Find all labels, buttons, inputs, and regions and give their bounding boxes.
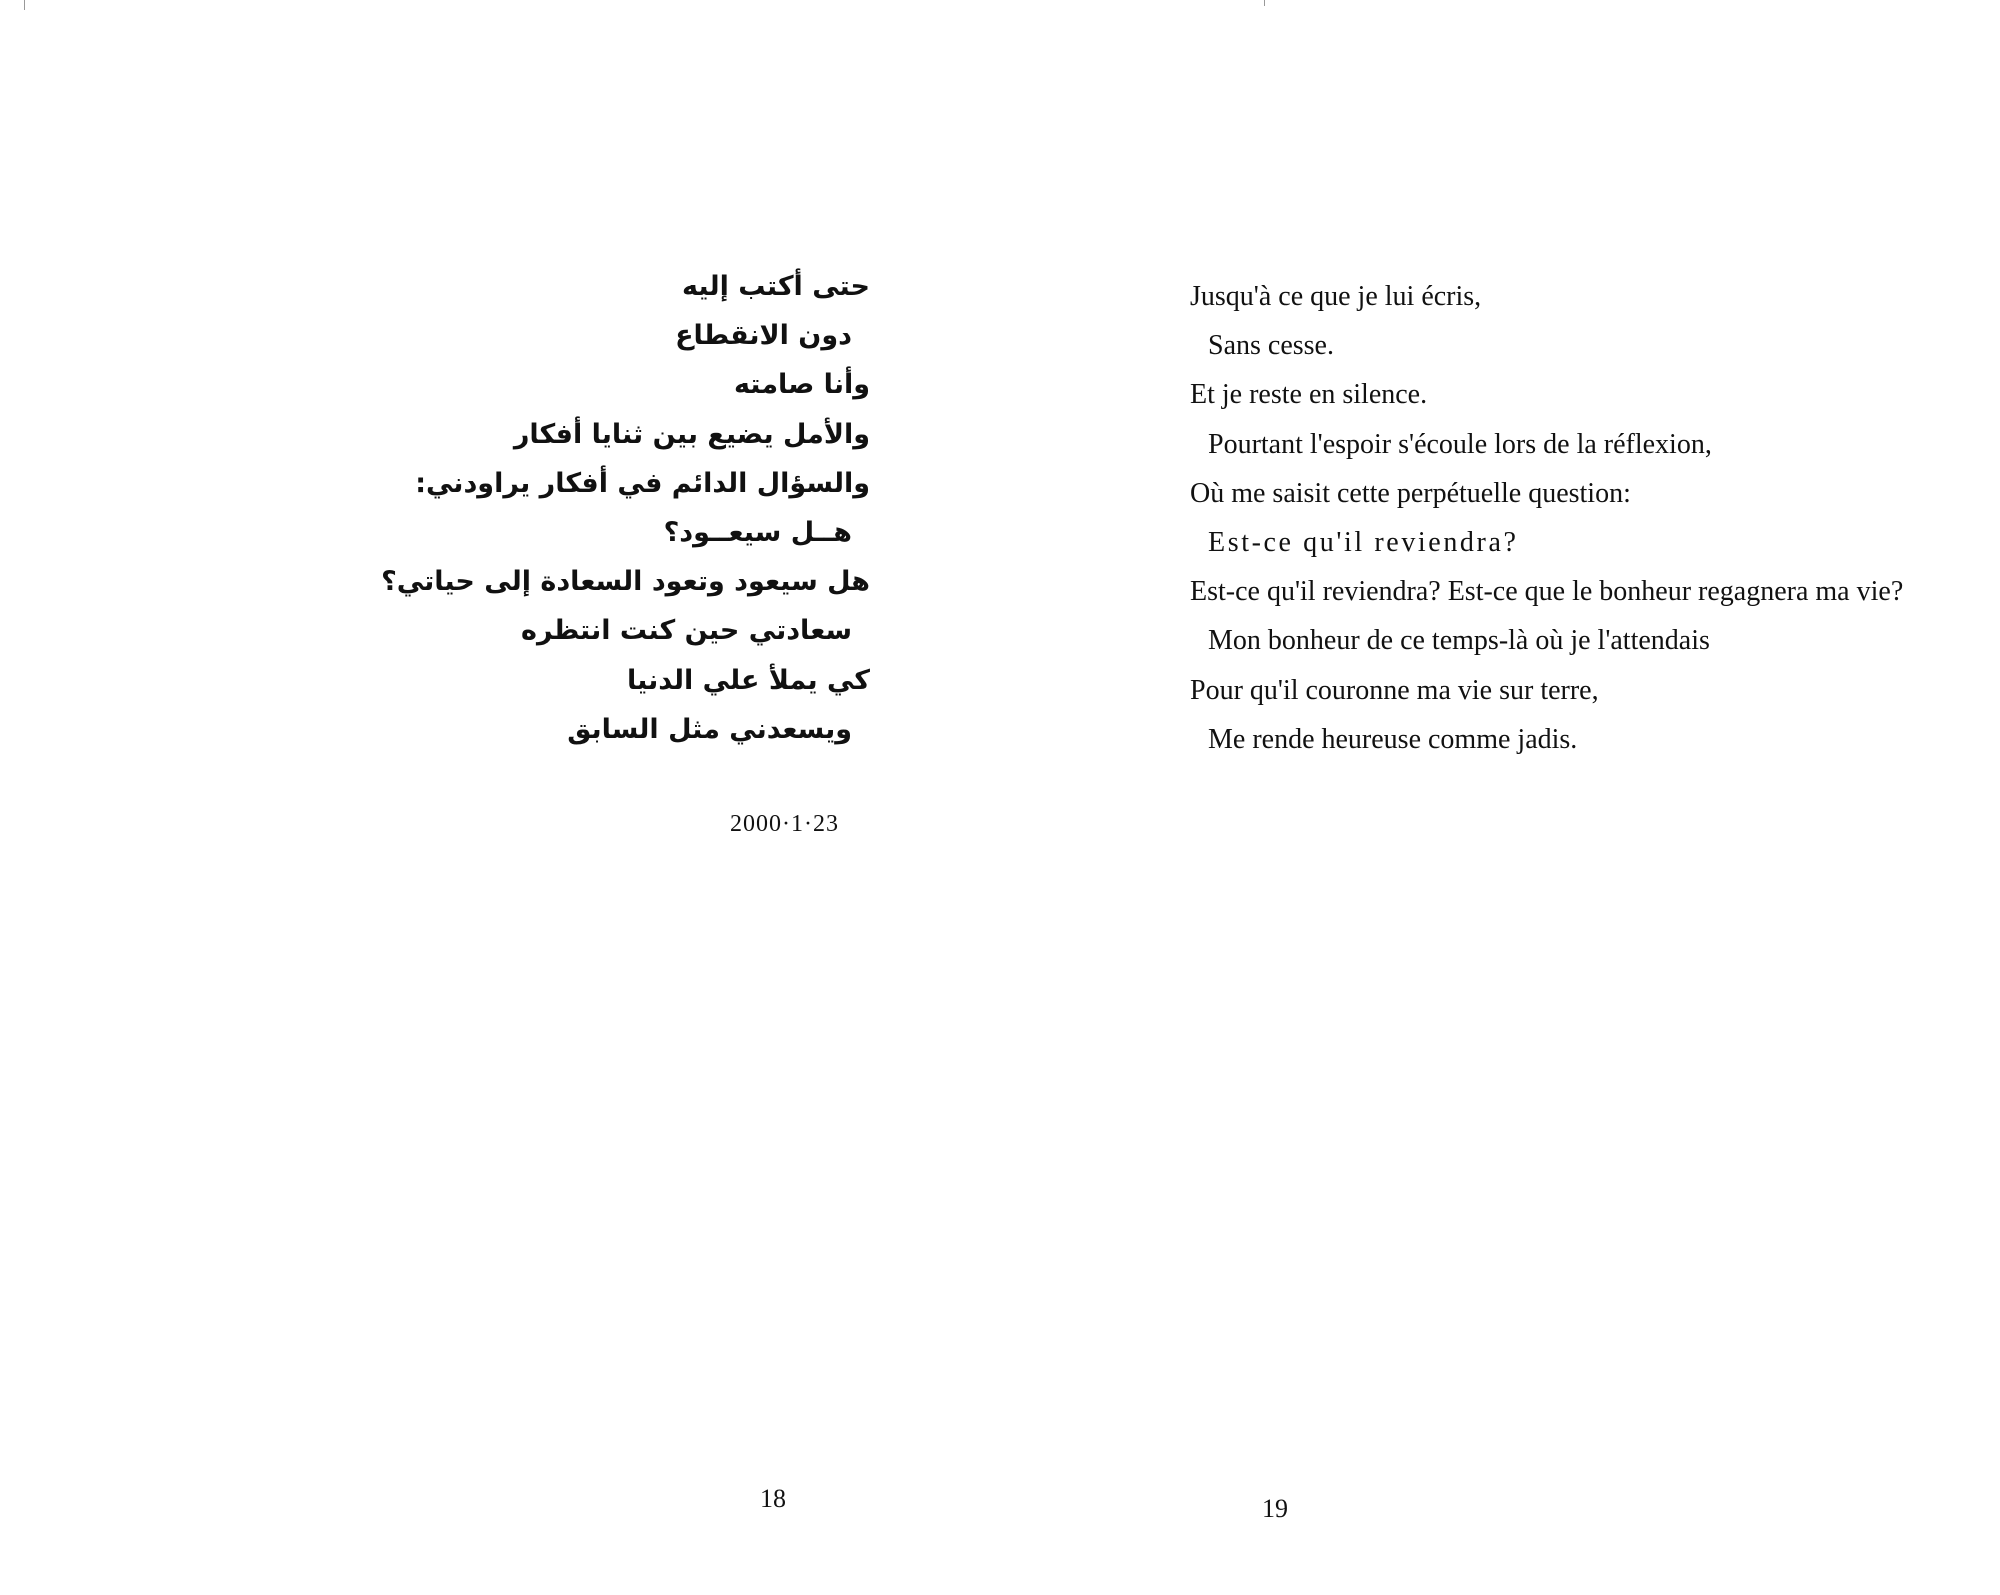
french-poem-line: Sans cesse. — [1208, 330, 1334, 362]
arabic-poem-line: هل سيعود وتعود السعادة إلى حياتي؟ — [381, 566, 870, 598]
arabic-poem-line: حتى أكتب إليه — [682, 271, 870, 302]
french-poem-line: Où me saisit cette perpétuelle question: — [1190, 477, 1631, 509]
arabic-poem — [381, 262, 870, 754]
french-poem-line: Pourtant l'espoir s'écoule lors de la réflexion, — [1208, 428, 1712, 460]
arabic-poem-line: والسؤال الدائم في أفكار يراودني: — [415, 467, 870, 499]
french-poem-line: Mon bonheur de ce temps-là où je l'attendais — [1208, 625, 1710, 657]
french-poem-line: Me rende heureuse comme jadis. — [1208, 723, 1578, 755]
arabic-poem-line: وأنا صامته — [733, 369, 870, 401]
french-poem-line: Et je reste en silence. — [1190, 379, 1428, 411]
french-poem-line: Est-ce qu'il reviendra? Est-ce que le bonheur regagnera ma vie? — [1190, 576, 1904, 608]
arabic-poem-line: والأمل يضيع بين ثنايا أفكار — [513, 418, 870, 450]
arabic-poem-line: ويسعدني مثل السابق — [567, 713, 852, 745]
arabic-poem-line: سعادتي حين كنت انتظره — [521, 615, 852, 647]
right-page — [1000, 0, 2000, 1595]
french-poem-line: Pour qu'il couronne ma vie sur terre, — [1190, 674, 1599, 706]
page-number-right: 19 — [1262, 1494, 1288, 1523]
page-number-left: 18 — [760, 1484, 786, 1513]
arabic-poem-line: كي يملأ علي الدنيا — [626, 664, 870, 696]
arabic-poem-line: دون الانقطاع — [675, 320, 852, 352]
french-poem-line: Jusqu'à ce que je lui écris, — [1190, 281, 1482, 312]
poem-date: 2000·1·23 — [730, 811, 839, 837]
arabic-poem-line: هــل سيعــود؟ — [663, 517, 852, 549]
french-poem — [1190, 272, 1903, 764]
french-poem-line: Est-ce qu'il reviendra? — [1208, 527, 1519, 559]
